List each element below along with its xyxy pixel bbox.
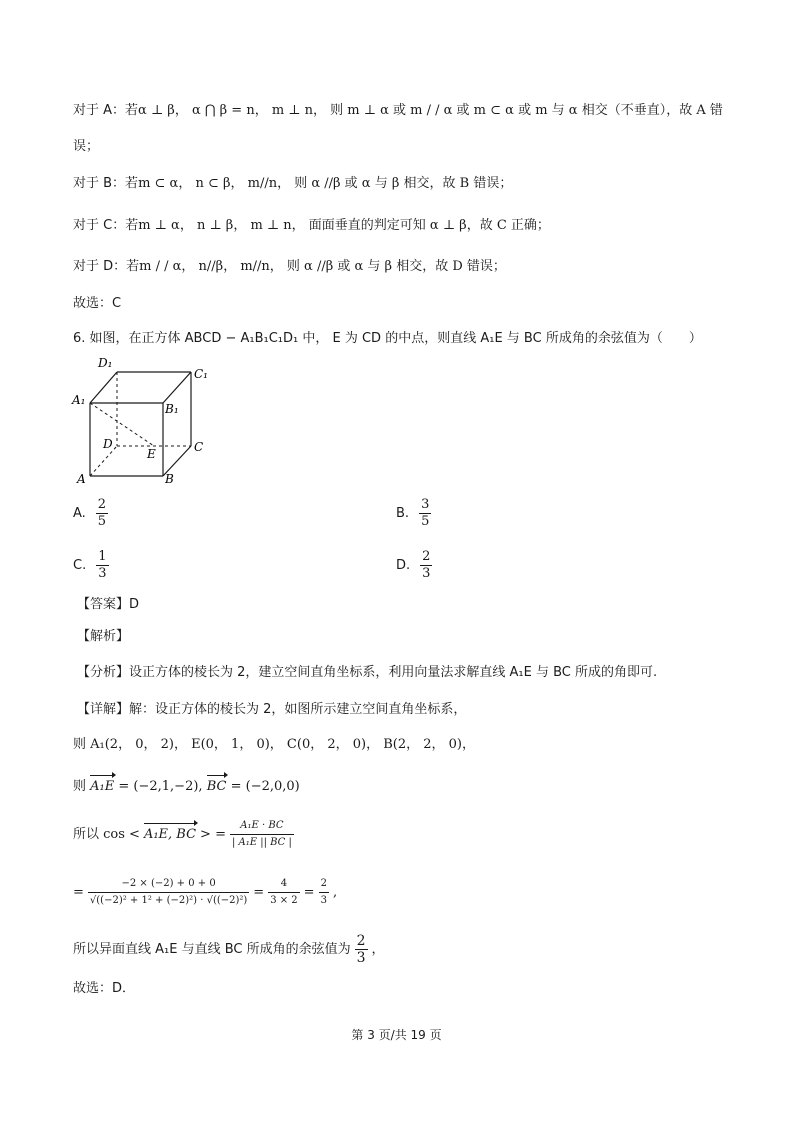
vector-a1e: A₁E — [90, 777, 114, 797]
option-c-prefix: 对于 C：若 — [73, 218, 139, 233]
choice-c — [73, 549, 109, 582]
cosine-prefix: 所以 cos < — [73, 826, 140, 842]
question-6-text: 6. 如图，在正方体 ABCD − A₁B₁C₁D₁ 中， E 为 CD 的中点，则直线 A₁E 与 BC 所成角的余弦值为（ ） — [73, 331, 702, 346]
vector-a1e-value: = (−2,1,−2), — [118, 779, 203, 794]
calc-equals-2: = — [253, 884, 265, 900]
label-b: B — [165, 472, 174, 486]
option-c-expression: m ⊥ α， n ⊥ β， m ⊥ n， 面面垂直的判定可知 α ⊥ β，故 C 正确； — [138, 218, 550, 233]
answer-label: 【答案】D — [77, 597, 140, 612]
cube-figure — [70, 352, 220, 488]
option-b-explanation — [73, 174, 512, 194]
final-answer-choice: 故选：D． — [73, 981, 136, 996]
label-e: E — [147, 447, 156, 461]
label-d: D — [103, 437, 113, 451]
choice-b-letter: B. — [396, 506, 410, 521]
vector-bc: BC — [207, 777, 227, 797]
vectors-prefix: 则 — [73, 779, 87, 794]
choice-b-fraction: $\frac{3}{5}$ — [421, 497, 430, 529]
label-a1: A₁ — [72, 393, 86, 407]
option-a-continuation: 误； — [73, 139, 100, 154]
conclusion-line — [73, 933, 385, 966]
detailed-solution: 【详解】解：设正方体的棱长为 2，如图所示建立空间直角坐标系， — [77, 702, 467, 717]
label-c1: C₁ — [194, 367, 208, 381]
page-footer: 第 3 页/共 19 页 — [351, 1028, 442, 1042]
choice-a-letter: A. — [73, 506, 86, 521]
option-d-expression: m / / α， n//β， m//n， 则 α //β 或 α 与 β 相交，故 D 错误； — [139, 259, 506, 274]
calculation-line: = $\frac{-2 \times (-2) + 0 + 0}{\text{√((−2)² + 1² + (−2)²) · √((−2)²)}}$ = $\frac{4}{3 \times 2}$ = $\frac{2}{3}$ , — [73, 876, 337, 909]
cosine-formula — [73, 818, 294, 851]
option-a-expression: α ⊥ β， α ⋂ β = n， m ⊥ n， 则 m ⊥ α 或 m / / α 或 m ⊂ α 或 m 与 α 相交（不垂直），故 A 错 — [138, 103, 723, 118]
choice-b — [396, 497, 431, 530]
cosine-suffix: > = — [200, 826, 226, 842]
coordinates-line: 则 A₁(2， 0， 2)， E(0， 1， 0)， C(0， 2， 0)， B(2， 2， 0)， — [73, 737, 476, 752]
conclusion-text: 所以异面直线 A₁E 与直线 BC 所成角的余弦值为 — [73, 941, 351, 957]
choice-a-fraction: $\frac{2}{5}$ — [97, 497, 107, 529]
option-a-explanation — [73, 101, 723, 121]
calc-fraction-2: $\frac{4}{3 \times 2}$ — [270, 878, 298, 906]
choice-d — [396, 549, 432, 582]
label-a: A — [77, 472, 86, 486]
analysis-summary: 【分析】设正方体的棱长为 2，建立空间直角坐标系，利用向量法求解直线 A₁E 与 BC 所成的角即可. — [77, 665, 658, 680]
option-a-prefix: 对于 A：若 — [73, 103, 139, 118]
conclusion-fraction: $\frac{2}{3}$ — [356, 933, 366, 966]
choice-a — [73, 497, 108, 530]
option-c-explanation — [73, 216, 550, 236]
label-d1: D₁ — [98, 356, 113, 370]
conclusion-end: ， — [371, 941, 385, 957]
option-d-explanation — [73, 257, 506, 277]
analysis-heading: 【解析】 — [77, 629, 130, 644]
option-b-prefix: 对于 B：若 — [73, 176, 139, 191]
option-d-prefix: 对于 D：若 — [73, 259, 140, 274]
choice-d-fraction: $\frac{2}{3}$ — [422, 549, 431, 581]
label-c: C — [194, 440, 204, 454]
calc-fraction-1: $\frac{-2 \times (-2) + 0 + 0}{\text{√((−2)² + 1² + (−2)²) · √((−2)²)}}$ — [89, 878, 248, 906]
choice-c-fraction: $\frac{1}{3}$ — [98, 549, 107, 581]
choice-c-letter: C. — [73, 558, 87, 573]
option-b-expression: m ⊂ α， n ⊂ β， m//n， 则 α //β 或 α 与 β 相交，故 B 错误； — [138, 176, 513, 191]
vector-bc-value: = (−2,0,0) — [230, 779, 300, 794]
calc-equals: = — [73, 884, 84, 900]
calc-fraction-3: $\frac{2}{3}$ — [320, 878, 327, 906]
cosine-vector-pair: A₁E, BC — [144, 825, 196, 845]
previous-answer-choice: 故选：C — [73, 296, 122, 311]
choice-d-letter: D. — [396, 558, 411, 573]
vectors-line — [73, 777, 300, 797]
cosine-fraction: $\frac{\text{A₁E · BC}}{\text{| A₁E || BC |}}$ — [231, 820, 292, 848]
label-b1: B₁ — [165, 402, 179, 416]
calc-end: , — [332, 884, 338, 900]
